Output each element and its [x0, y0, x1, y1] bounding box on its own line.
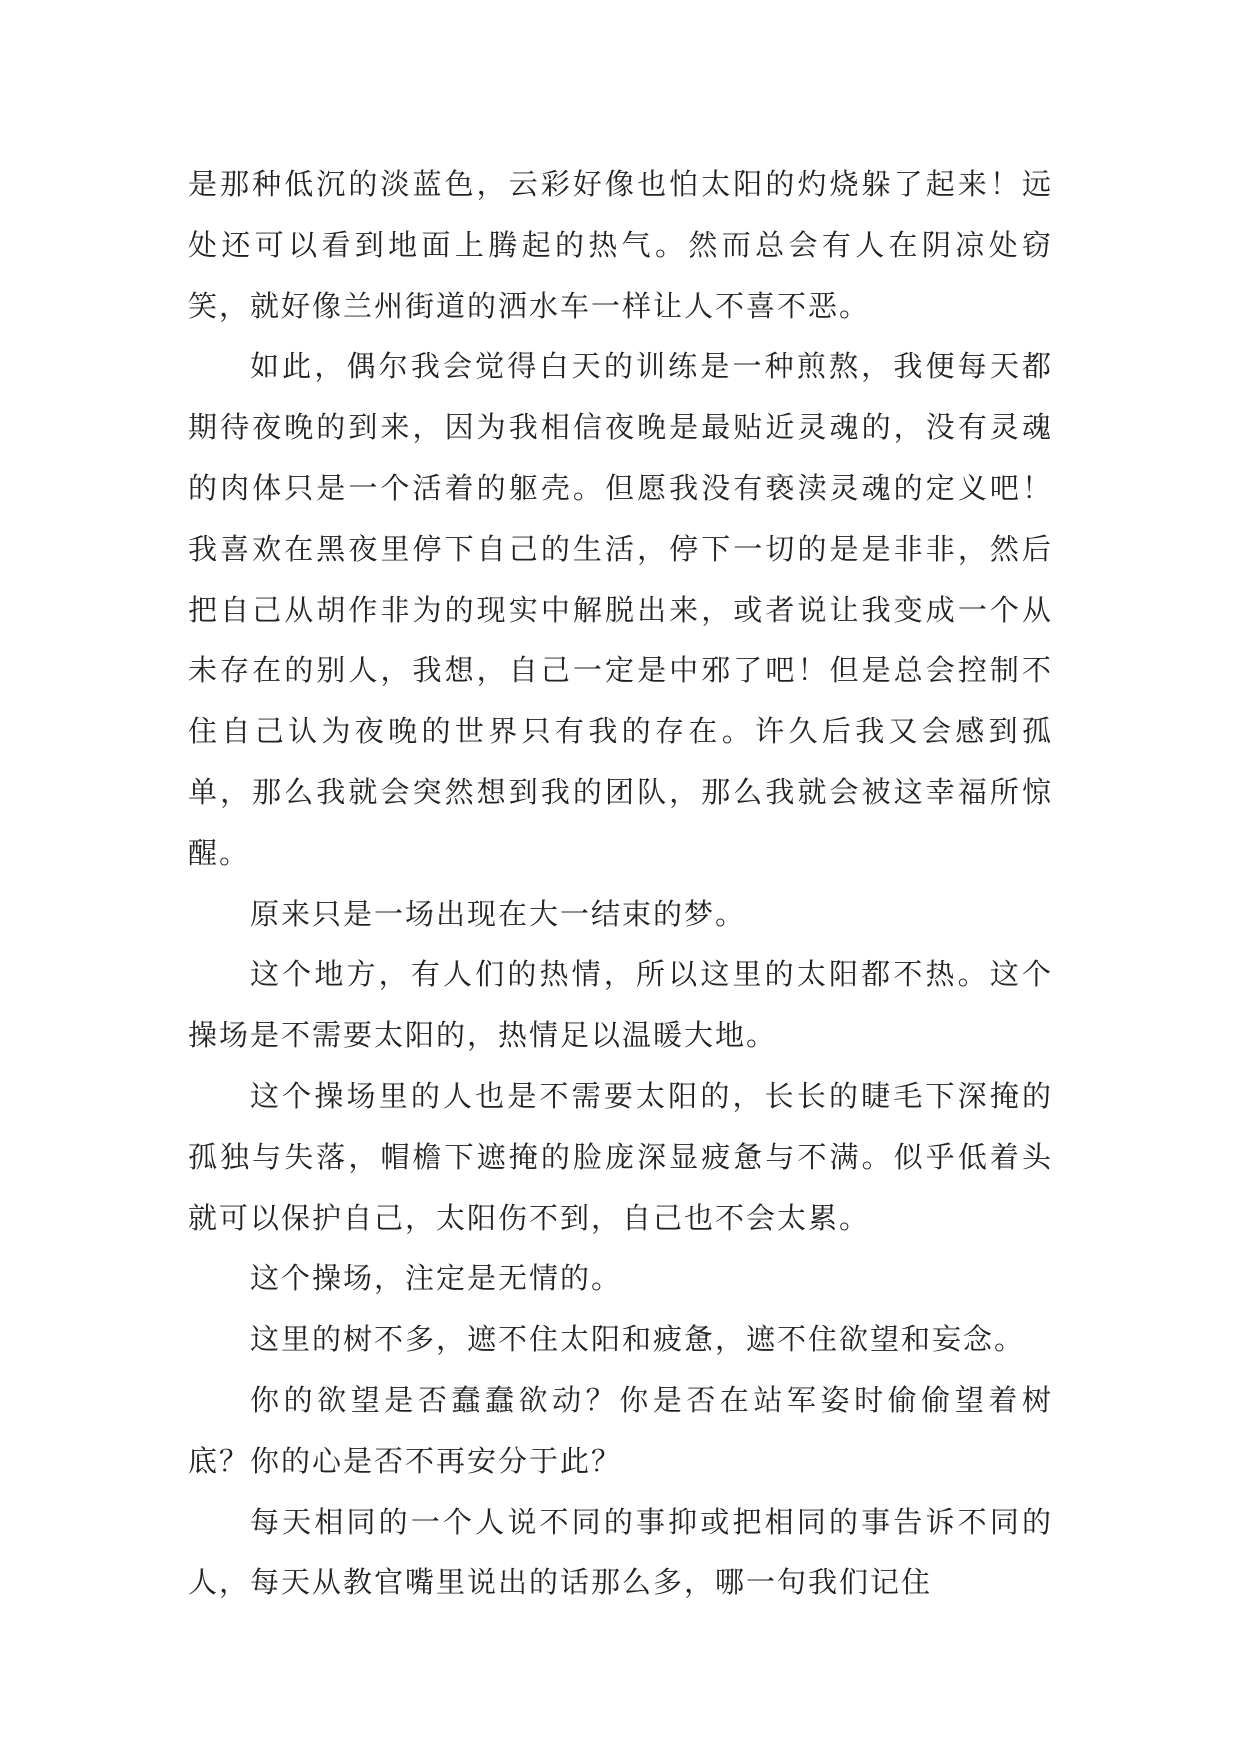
paragraph: 这里的树不多，遮不住太阳和疲惫，遮不住欲望和妄念。 [250, 1322, 1026, 1357]
paragraph: 你的欲望是否蠢蠢欲动？你是否在站军姿时偷偷望着树底？你的心是否不再安分于此？ [188, 1382, 1053, 1478]
paragraph: 如此，偶尔我会觉得白天的训练是一种煎熬，我便每天都期待夜晚的到来，因为我相信夜晚是最贴近灵魂的，没有灵魂的肉体只是一个活着的躯壳。但愿我没有亵渎灵魂的定义吧！我喜欢在黑夜里停下自己的生活，停下一切的是是非非，然后把自己从胡作非为的现实中解脱出来，或者说让我变成一个从未存在的别人，我想，自己一定是中邪了吧！但是总会控制不住自己认为夜晚的世界只有我的存在。许久后我又会感到孤单，那么我就会突然想到我的团队，那么我就会被这幸福所惊醒。 [188, 349, 1053, 870]
paragraph: 这个操场，注定是无情的。 [250, 1261, 623, 1296]
document-body [188, 154, 1053, 1613]
paragraph: 这个操场里的人也是不需要太阳的，长长的睫毛下深掩的孤独与失落，帽檐下遮掩的脸庞深显疲惫与不满。似乎低着头就可以保护自己，太阳伤不到，自己也不会太累。 [188, 1078, 1053, 1235]
paragraph: 原来只是一场出现在大一结束的梦。 [250, 896, 747, 931]
paragraph: 是那种低沉的淡蓝色，云彩好像也怕太阳的灼烧躲了起来！远处还可以看到地面上腾起的热气。然而总会有人在阴凉处窃笑，就好像兰州街道的洒水车一样让人不喜不恶。 [188, 167, 1053, 323]
paragraph: 每天相同的一个人说不同的事抑或把相同的事告诉不同的人，每天从教官嘴里说出的话那么多，哪一句我们记住 [188, 1504, 1053, 1600]
paragraph: 这个地方，有人们的热情，所以这里的太阳都不热。这个操场是不需要太阳的，热情足以温暖大地。 [188, 957, 1053, 1053]
